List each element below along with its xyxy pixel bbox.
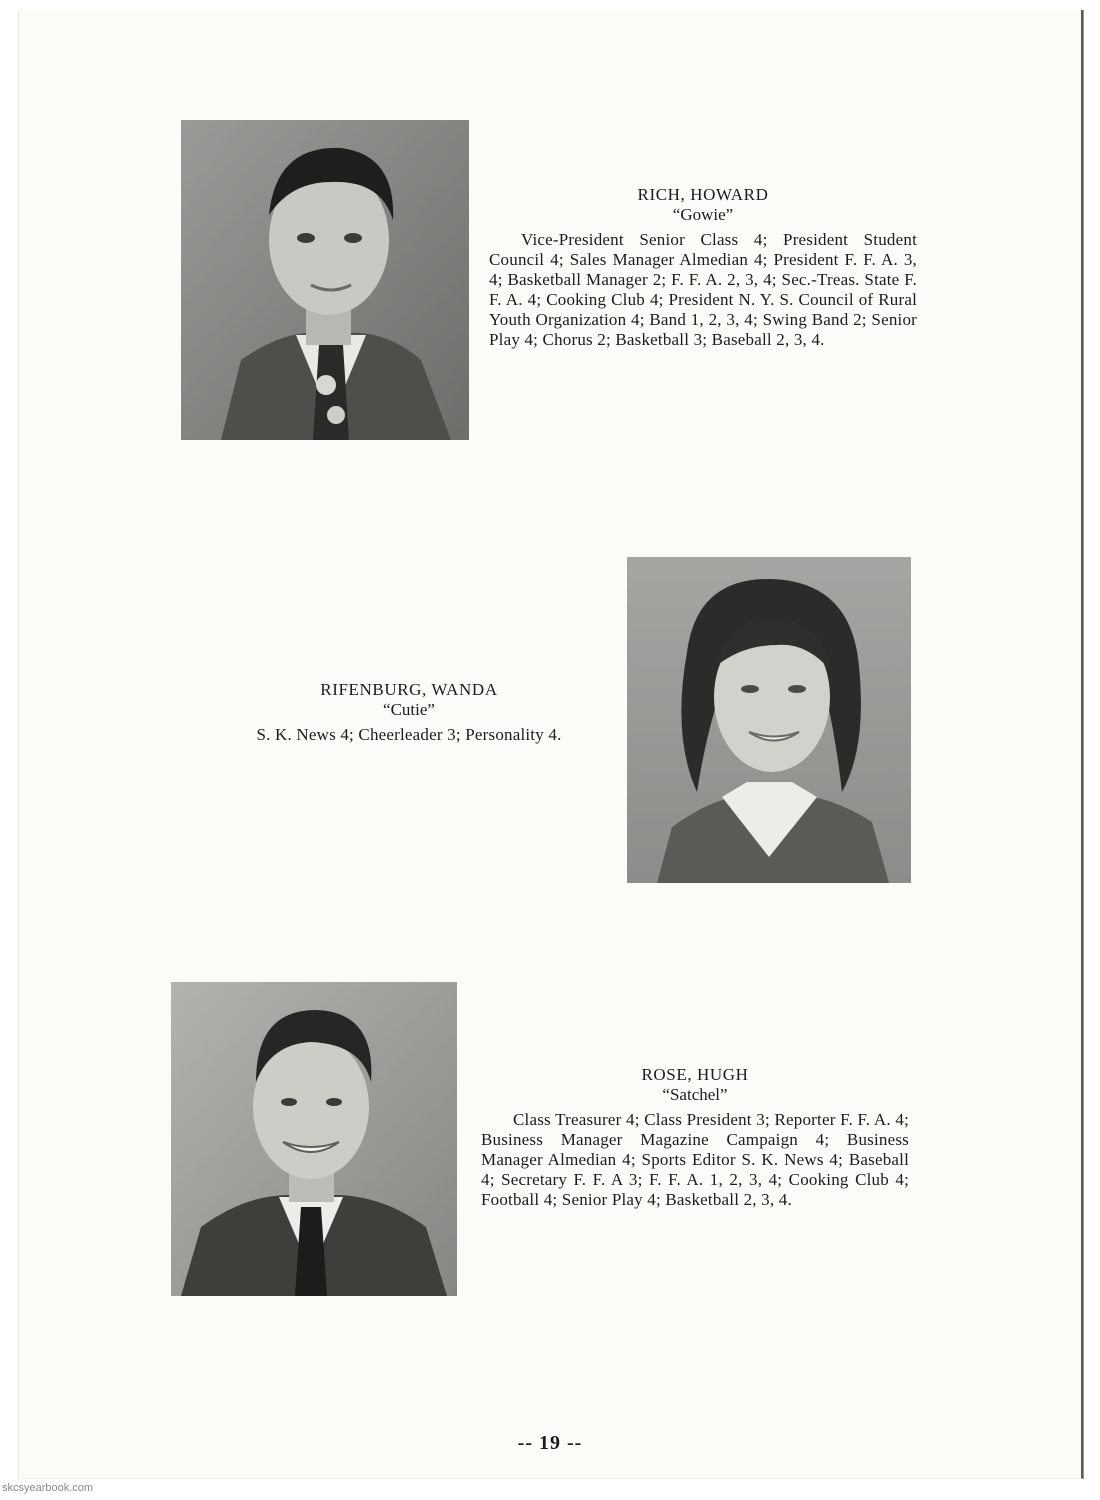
portrait-illustration [627,557,911,883]
portrait-photo-rose-hugh [171,982,457,1296]
student-name: RICH, HOWARD [637,185,769,204]
yearbook-page [18,10,1083,1479]
student-activities: Vice-President Senior Class 4; President Student Council 4; Sales Manager Almedian 4; President F. F. A. 3, 4; Basketball Manager 2; F. F. A. 2, 3, 4; Sec.-Treas. State F. F. A. 4; Cooking Club 4; President N. Y. S. Council of Rural Youth Organization 4; Band 1, 2, 3, 4; Swing Band 2; Senior Play 4; Chorus 2; Basketball 3; Baseball 2, 3, 4. [489,230,917,349]
student-nickname: “Gowie” [672,205,734,224]
student-name: RIFENBURG, WANDA [320,680,498,699]
page-number: -- 19 -- [517,1432,583,1454]
student-activities: Class Treasurer 4; Class President 3; Reporter F. F. A. 4; Business Manager Magazine Campaign 4; Business Manager Almedian 4; Sports Editor S. K. News 4; Baseball 4; Secretary F. F. A 3; F. F. A. 1, 2, 3, 4; Cooking Club 4; Football 4; Senior Play 4; Basketball 2, 3, 4. [481,1110,909,1209]
student-entry-rifenburg-wanda [199,680,619,745]
student-nickname: “Cutie” [383,700,435,719]
portrait-illustration [181,120,469,440]
portrait-photo-rich-howard [181,120,469,440]
student-name: ROSE, HUGH [641,1065,749,1084]
portrait-illustration [171,982,457,1296]
student-nickname: “Satchel” [662,1085,728,1104]
student-activities: S. K. News 4; Cheerleader 3; Personality 4. [256,725,562,744]
site-watermark: skcsyearbook.com [2,1482,94,1494]
portrait-photo-rifenburg-wanda [627,557,911,883]
student-entry-rich-howard [489,185,917,350]
student-entry-rose-hugh [481,1065,909,1210]
